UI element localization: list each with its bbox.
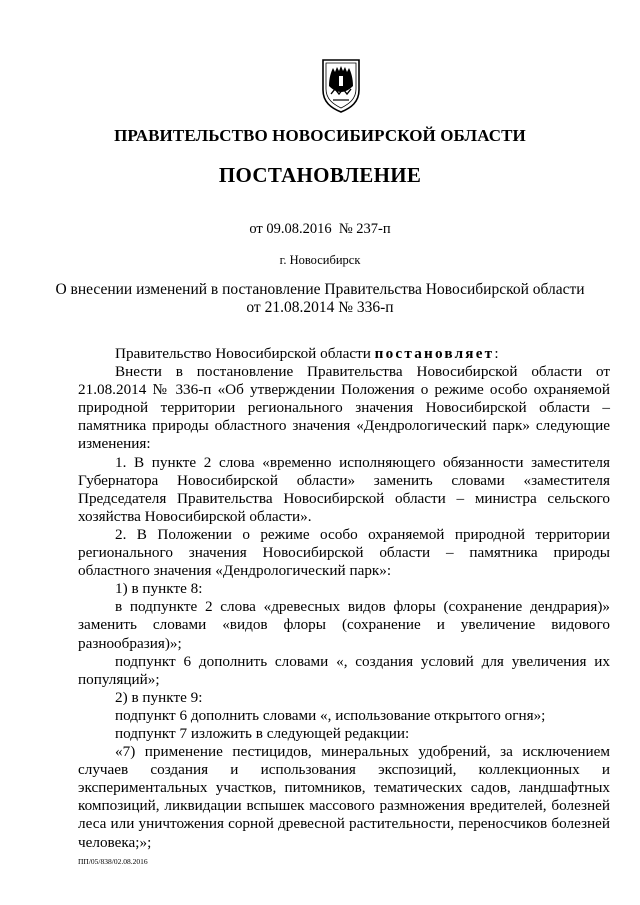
document-subject [0,281,640,317]
subject-line-2: от 21.08.2014 № 336-п [246,299,394,316]
resolution-verb: постановляет [374,345,495,362]
resolution-suffix: : [494,345,499,362]
government-name: ПРАВИТЕЛЬСТВО НОВОСИБИРСКОЙ ОБЛАСТИ [114,126,526,145]
subject-line-1: О внесении изменений в постановление Правительства Новосибирской области [55,281,585,298]
paragraph-subitem-2: 2) в пункте 9: [115,688,203,706]
paragraph-item-1: 1. В пункте 2 слова «временно исполняющего обязанности заместителя Губернатора Новосибирской области» заменить словами «заместителя Председателя Правительства Новосибирской области – министра сельского хозяйства Новосибирской области». [78,453,610,525]
paragraph-subitem-1-a: в подпункте 2 слова «древесных видов флоры (сохранение дендрария)» заменить словами «видов флоры (сохранение и увеличение видового разнообразия)»; [78,598,610,652]
paragraph-quoted-item-7: «7) применение пестицидов, минеральных удобрений, за исключением случаев создания и использования экспозиций, коллекционных и экспериментальных участков, питомников, тематических садов, ландшафтных композиций, ликвидации вспышек массового размножения вредителей, болезней леса или уничтожения сорной древесной растительности, переносчиков болезней человека;»; [78,743,610,851]
document-type-title: ПОСТАНОВЛЕНИЕ [218,163,422,187]
novosibirsk-coat-of-arms-icon [319,56,363,114]
paragraph-subitem-2-a: подпункт 6 дополнить словами «, использование открытого огня»; [115,706,546,724]
paragraph-subitem-1-b: подпункт 6 дополнить словами «, создания условий для увеличения их популяций»; [78,652,610,688]
paragraph-intro: Внести в постановление Правительства Новосибирской области от 21.08.2014 № 336-п «Об утверждении Положения о режиме особо охраняемой природной территории регионального значения Новосибирской области – памятника природы областного значения «Дендрологический парк» следующие изменения: [78,363,610,453]
paragraph-resolution [78,345,610,363]
resolution-prefix: Правительство Новосибирской области [115,345,375,362]
date-and-number: от 09.08.2016 № 237-п [249,221,391,237]
footer-document-code: ПП/05/838/02.08.2016 [78,857,148,866]
city-name: г. Новосибирск [279,253,361,267]
document-body [78,345,610,852]
paragraph-subitem-1: 1) в пункте 8: [115,580,203,598]
paragraph-subitem-2-b: подпункт 7 изложить в следующей редакции: [115,724,410,742]
paragraph-item-2: 2. В Положении о режиме особо охраняемой природной территории регионального значения Новосибирской области – памятника природы областного значения «Дендрологический парк»: [78,525,610,580]
